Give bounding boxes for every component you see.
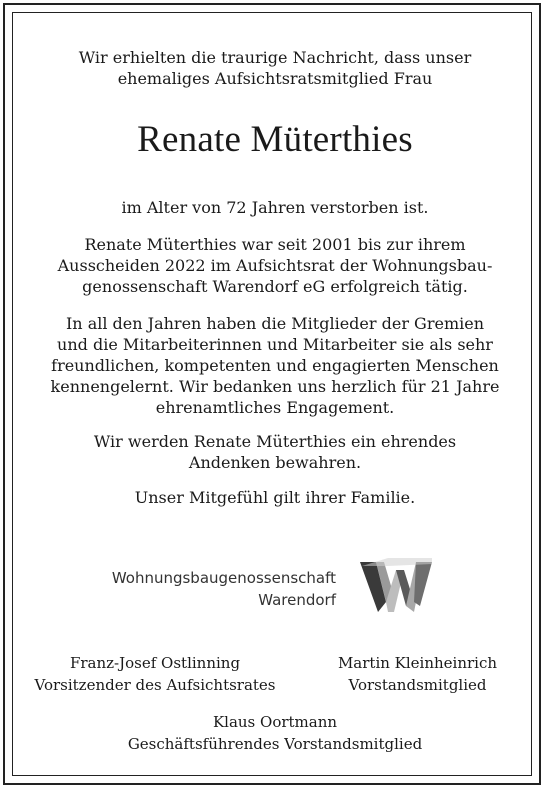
org-name-line: Wohnungsbaugenossenschaft	[111, 569, 336, 587]
paragraph-career	[0, 234, 550, 297]
signatory-managing-director	[0, 711, 550, 755]
signatory-chairman	[20, 652, 290, 696]
signatory-name: Martin Kleinheinrich	[337, 654, 498, 672]
organization-name	[100, 567, 336, 611]
paragraph-memory	[0, 431, 550, 473]
paragraph-line: Andenken bewahren.	[188, 453, 362, 472]
age-line: im Alter von 72 Jahren verstorben ist.	[121, 198, 429, 217]
paragraph-line: Wir werden Renate Müterthies ein ehrendes	[93, 432, 457, 451]
intro-line: ehemaliges Aufsichtsratsmitglied Frau	[117, 69, 433, 88]
paragraph-line: und die Mitarbeiterinnen und Mitarbeiter sie als sehr	[57, 335, 493, 354]
signatory-board-member	[300, 652, 535, 696]
signatory-name: Franz-Josef Ostlinning	[69, 654, 241, 672]
intro-line: Wir erhielten die traurige Nachricht, dass unser	[78, 48, 472, 67]
deceased-name: Renate Müterthies	[137, 119, 413, 160]
paragraph-line: Renate Müterthies war seit 2001 bis zur ihrem	[84, 235, 466, 254]
paragraph-line: kennengelernt. Wir bedanken uns herzlich für 21 Jahre	[50, 377, 500, 396]
paragraph-thanks	[0, 313, 550, 418]
signatory-title: Vorstandsmitglied	[348, 676, 487, 694]
signatory-title: Vorsitzender des Aufsichtsrates	[34, 676, 276, 694]
paragraph-sympathy: Unser Mitgefühl gilt ihrer Familie.	[134, 488, 416, 507]
wbg-w-logo-icon	[358, 556, 434, 612]
paragraph-line: ehrenamtliches Engagement.	[155, 398, 395, 417]
signatory-name: Klaus Oortmann	[212, 713, 338, 731]
paragraph-line: genossenschaft Warendorf eG erfolgreich tätig.	[82, 277, 468, 296]
paragraph-line: freundlichen, kompetenten und engagierten Menschen	[51, 356, 499, 375]
paragraph-line: In all den Jahren haben die Mitglieder der Gremien	[65, 314, 485, 333]
paragraph-line: Ausscheiden 2022 im Aufsichtsrat der Wohnungsbau-	[57, 256, 493, 275]
intro-text	[0, 47, 550, 89]
signatory-title: Geschäftsführendes Vorstandsmitglied	[127, 735, 423, 753]
org-name-line: Warendorf	[258, 591, 336, 609]
